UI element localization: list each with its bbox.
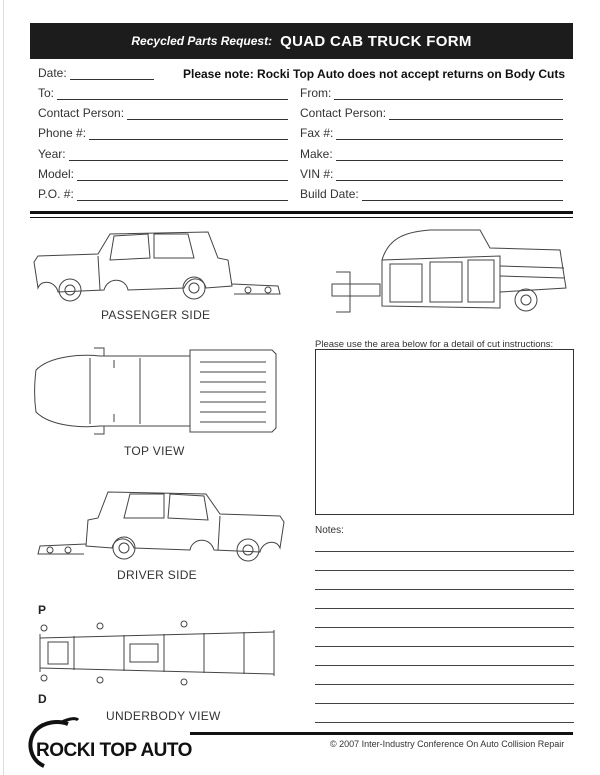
year-label: Year: [38,147,66,161]
top-view-truck-drawing[interactable] [30,346,280,436]
contact-person-left-field[interactable] [38,106,288,120]
returns-notice: Please note: Rocki Top Auto does not accept returns on Body Cuts [183,67,566,81]
driver-side-caption: DRIVER SIDE [117,568,197,582]
build-date-label: Build Date: [300,187,359,201]
footer-rule [190,732,573,735]
notes-line[interactable] [315,608,574,609]
copyright-text: © 2007 Inter-Industry Conference On Auto Collision Repair [330,739,565,749]
notes-line[interactable] [315,589,574,590]
contact-person-left-line[interactable] [127,109,288,120]
vin-line[interactable] [336,170,563,181]
model-line[interactable] [77,170,288,181]
passenger-side-truck-drawing[interactable] [28,226,290,306]
underbody-passenger-marker: P [38,603,47,617]
header-prefix: Recycled Parts Request: [131,34,273,48]
po-field[interactable] [38,187,288,201]
cut-instructions-box[interactable] [315,349,574,515]
date-label: Date: [38,66,67,80]
notes-label: Notes: [315,525,344,536]
cutaway-3d-truck-drawing[interactable] [330,226,575,318]
underbody-driver-marker: D [38,692,47,706]
make-line[interactable] [336,150,563,161]
po-label: P.O. #: [38,187,74,201]
notes-line[interactable] [315,703,574,704]
to-label: To: [38,86,55,100]
model-label: Model: [38,167,75,181]
cut-instructions-label: Please use the area below for a detail of cut instructions: [315,339,554,350]
separator-thick [30,211,573,214]
build-date-field[interactable] [300,187,563,201]
vin-label: VIN #: [300,167,334,181]
to-line[interactable] [57,89,288,100]
driver-side-truck-drawing[interactable] [28,486,290,566]
to-field[interactable] [38,86,288,100]
form-header [30,23,573,59]
phone-field[interactable] [38,126,288,140]
year-line[interactable] [69,150,288,161]
logo-wordmark: ROCKI TOP AUTO [36,740,192,761]
phone-line[interactable] [89,129,288,140]
from-label: From: [300,86,332,100]
date-field[interactable] [38,66,154,80]
page-edge [3,0,4,775]
fax-line[interactable] [336,129,563,140]
po-line[interactable] [77,190,288,201]
top-view-caption: TOP VIEW [124,444,185,458]
notes-line[interactable] [315,570,574,571]
notes-line[interactable] [315,627,574,628]
from-line[interactable] [334,89,563,100]
notes-line[interactable] [315,551,574,552]
model-field[interactable] [38,167,288,181]
notes-line[interactable] [315,665,574,666]
year-field[interactable] [38,147,288,161]
notes-line[interactable] [315,722,574,723]
underbody-view-caption: UNDERBODY VIEW [106,709,221,723]
notes-line[interactable] [315,684,574,685]
date-line[interactable] [70,69,154,80]
build-date-line[interactable] [362,190,563,201]
contact-person-right-label: Contact Person: [300,106,387,120]
make-label: Make: [300,147,333,161]
contact-person-right-line[interactable] [389,109,563,120]
passenger-side-caption: PASSENGER SIDE [101,308,211,322]
make-field[interactable] [300,147,563,161]
from-field[interactable] [300,86,563,100]
form-title: QUAD CAB TRUCK FORM [280,32,472,50]
phone-label: Phone #: [38,126,87,140]
fax-field[interactable] [300,126,563,140]
fax-label: Fax #: [300,126,334,140]
contact-person-left-label: Contact Person: [38,106,125,120]
separator-thin [30,217,573,218]
vin-field[interactable] [300,167,563,181]
contact-person-right-field[interactable] [300,106,563,120]
notes-line[interactable] [315,646,574,647]
underbody-frame-drawing[interactable] [34,620,280,686]
